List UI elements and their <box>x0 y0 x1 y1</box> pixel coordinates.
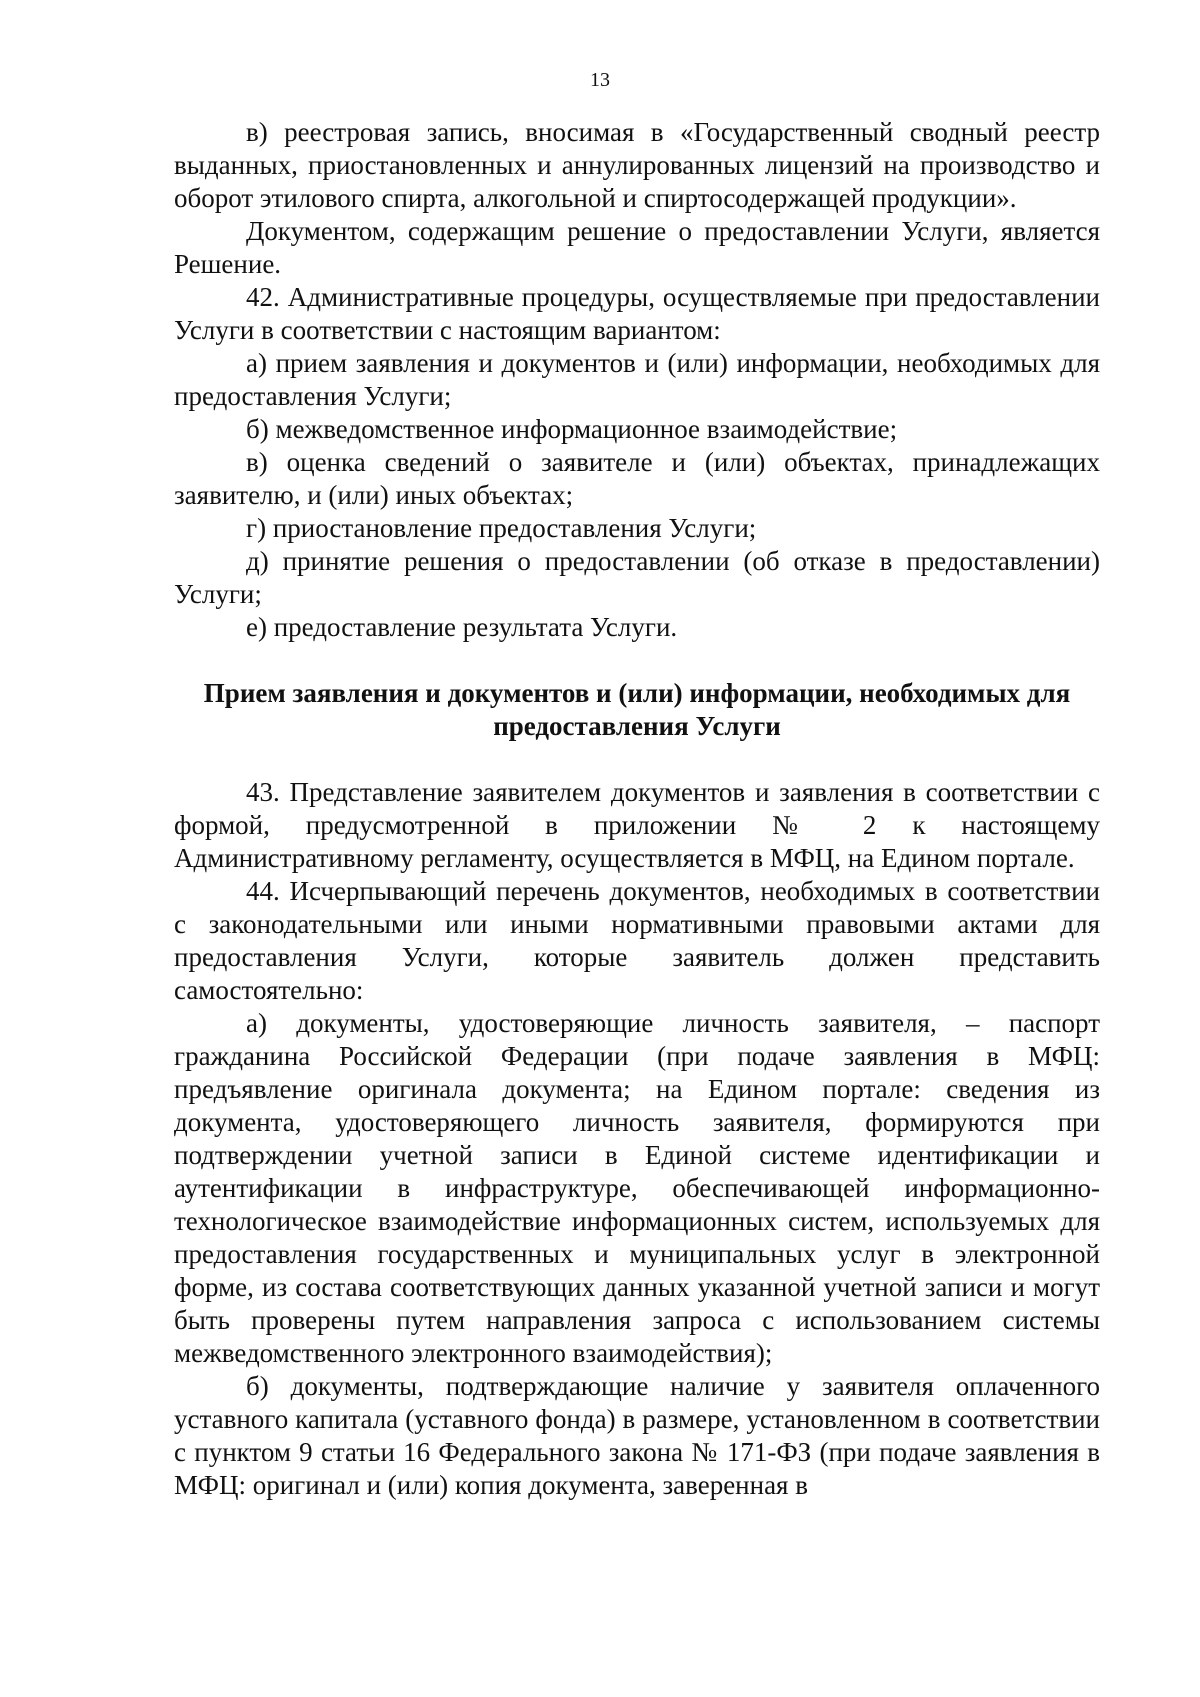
list-item-b: б) межведомственное информационное взаимодействие; <box>246 414 898 444</box>
subitem-b-capital-documents: б) документы, подтверждающие наличие у заявителя оплаченного уставного капитала (уставного фонда) в размере, установленном в соответствии с пунктом 9 статьи 16 Федерального закона № 171-ФЗ (при подаче заявления в МФЦ: оригинал и (или) копия документа, заверенная в <box>174 1371 1100 1500</box>
section-heading: Прием заявления и документов и (или) информации, необходимых для предоставления Услуги <box>203 678 1071 741</box>
list-item-a: а) прием заявления и документов и (или) информации, необходимых для предоставления Услуги; <box>174 348 1100 411</box>
paragraph-decision-document: Документом, содержащим решение о предоставлении Услуги, является Решение. <box>174 216 1100 279</box>
paragraph-item-42: 42. Административные процедуры, осуществляемые при предоставлении Услуги в соответствии с настоящим вариантом: <box>174 282 1100 345</box>
list-item-g: г) приостановление предоставления Услуги; <box>246 513 757 543</box>
paragraph-item-44: 44. Исчерпывающий перечень документов, необходимых в соответствии с законодательными или иными нормативными правовыми актами для предоставления Услуги, которые заявитель должен представить самостоятельно: <box>174 876 1100 1005</box>
list-item-v: в) оценка сведений о заявителе и (или) объектах, принадлежащих заявителю, и (или) иных объектах; <box>174 447 1100 510</box>
list-item-e: е) предоставление результата Услуги. <box>246 612 678 642</box>
paragraph-item-43: 43. Представление заявителем документов и заявления в соответствии с формой, предусмотренной в приложении № 2 к настоящему Административному регламенту, осуществляется в МФЦ, на Едином портале. <box>174 777 1100 873</box>
subitem-a-identity-documents: а) документы, удостоверяющие личность заявителя, – паспорт гражданина Российской Федерации (при подаче заявления в МФЦ: предъявление оригинала документа; на Едином портале: сведения из документа, удостоверяющего личность заявителя, формируются при подтверждении учетной записи в Единой системе идентификации и аутентификации в инфраструктуре, обеспечивающей информационно-технологическое взаимодействие информационных систем, используемых для предоставления государственных и муниципальных услуг в электронной форме, из состава соответствующих данных указанной учетной записи и могут быть проверены путем направления запроса с использованием системы межведомственного электронного взаимодействия); <box>174 1008 1100 1368</box>
document-body <box>174 116 1100 1502</box>
page-number: 13 <box>590 69 610 91</box>
paragraph-registry-entry: в) реестровая запись, вносимая в «Государственный сводный реестр выданных, приостановленных и аннулированных лицензий на производство и оборот этилового спирта, алкогольной и спиртосодержащей продукции». <box>174 117 1100 213</box>
list-item-d: д) принятие решения о предоставлении (об отказе в предоставлении) Услуги; <box>174 546 1100 609</box>
